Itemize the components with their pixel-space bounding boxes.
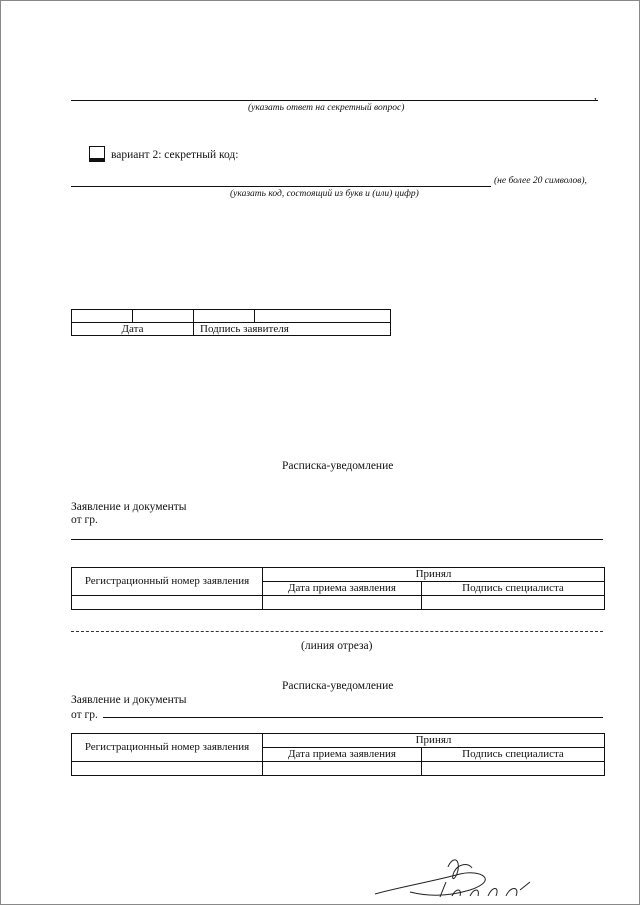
secret-code-line xyxy=(71,186,491,187)
cut-line-label: (линия отреза) xyxy=(301,640,373,652)
variant2-label: вариант 2: секретный код: xyxy=(111,149,239,161)
secret-code-limit: (не более 20 символов), xyxy=(494,176,587,186)
applicant-signature-label: Подпись заявителя xyxy=(194,323,391,336)
receipt1-signature-cell[interactable] xyxy=(422,596,605,610)
receipt1-reg-number-cell[interactable] xyxy=(72,596,263,610)
receipt2-table xyxy=(71,733,605,776)
receipt1-statement-line1: Заявление и документы xyxy=(71,501,187,513)
date-cell-2[interactable] xyxy=(133,310,194,323)
receipt2-date-cell[interactable] xyxy=(263,762,422,776)
secret-answer-comma: , xyxy=(594,90,597,102)
receipt1-signature-header: Подпись специалиста xyxy=(422,582,605,596)
receipt2-statement-line1: Заявление и документы xyxy=(71,694,187,706)
date-label: Дата xyxy=(72,323,194,336)
receipt1-accepted-header: Принял xyxy=(263,568,605,582)
receipt2-reg-number-cell[interactable] xyxy=(72,762,263,776)
receipt2-signature-cell[interactable] xyxy=(422,762,605,776)
secret-answer-line xyxy=(71,100,598,101)
receipt2-name-line xyxy=(103,717,603,718)
secret-answer-hint: (указать ответ на секретный вопрос) xyxy=(248,103,405,113)
signature-cell-2[interactable] xyxy=(255,310,391,323)
variant2-checkbox[interactable] xyxy=(89,146,105,162)
receipt1-date-cell[interactable] xyxy=(263,596,422,610)
receipt1-title: Расписка-уведомление xyxy=(282,460,394,472)
receipt2-reg-number-header: Регистрационный номер заявления xyxy=(72,734,263,762)
receipt2-date-header: Дата приема заявления xyxy=(263,748,422,762)
receipt1-name-line xyxy=(71,539,603,540)
receipt1-statement-line2: от гр. xyxy=(71,514,98,526)
receipt2-accepted-header: Принял xyxy=(263,734,605,748)
cut-line xyxy=(71,631,603,632)
receipt1-reg-number-header: Регистрационный номер заявления xyxy=(72,568,263,596)
receipt1-table xyxy=(71,567,605,610)
date-signature-table xyxy=(71,309,391,336)
receipt2-title: Расписка-уведомление xyxy=(282,680,394,692)
handwritten-signature xyxy=(370,852,540,902)
date-cell-1[interactable] xyxy=(72,310,133,323)
signature-cell-1[interactable] xyxy=(194,310,255,323)
secret-code-hint: (указать код, состоящий из букв и (или) цифр) xyxy=(230,189,419,199)
receipt1-date-header: Дата приема заявления xyxy=(263,582,422,596)
receipt2-signature-header: Подпись специалиста xyxy=(422,748,605,762)
receipt2-statement-line2: от гр. xyxy=(71,709,98,721)
